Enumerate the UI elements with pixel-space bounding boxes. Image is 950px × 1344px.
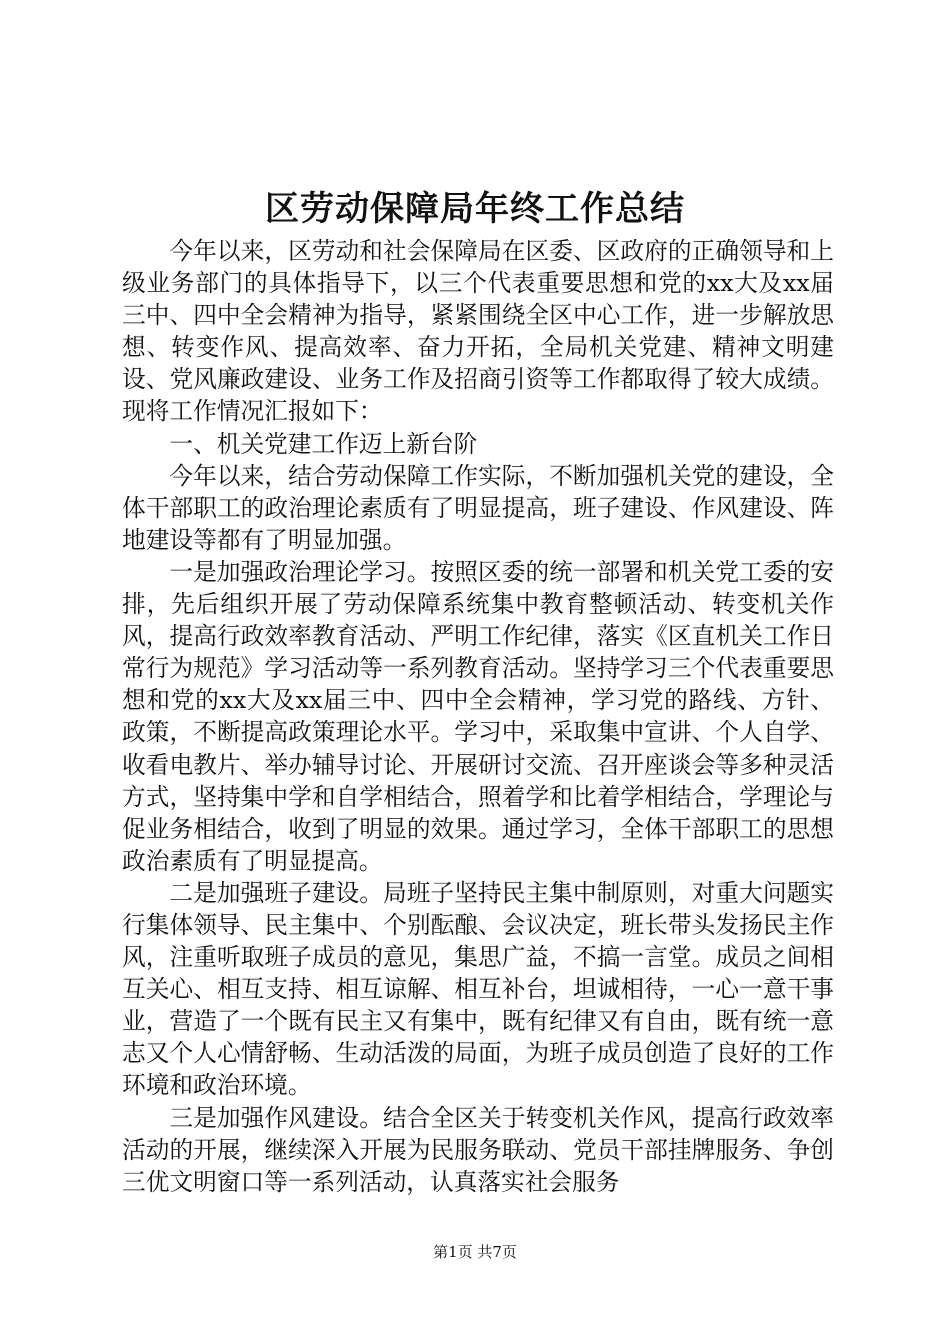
paragraph-leadership-team: 二是加强班子建设。局班子坚持民主集中制原则，对重大问题实行集体领导、民主集中、个别酝酿、会议决定，班长带头发扬民主作风，注重听取班子成员的意见，集思广益，不搞一言堂。成员之间相互关心、相互支持、相互谅解、相互补台，坦诚相待，一心一意干事业，营造了一个既有民主又有集中，既有纪律又有自由，既有统一意志又个人心情舒畅、生动活泼的局面，为班子成员创造了良好的工作环境和政治环境。 — [122, 878, 834, 1100]
document-body — [122, 235, 834, 1198]
document-title: 区劳动保障局年终工作总结 — [265, 189, 685, 229]
paragraph-party-building-summary: 今年以来，结合劳动保障工作实际，不断加强机关党的建设，全体干部职工的政治理论素质有了明显提高，班子建设、作风建设、阵地建设等都有了明显加强。 — [122, 461, 834, 554]
section-heading-party-building: 一、机关党建工作迈上新台阶 — [169, 429, 478, 458]
paragraph-work-style: 三是加强作风建设。结合全区关于转变机关作风，提高行政效率活动的开展，继续深入开展为民服务联动、党员干部挂牌服务、争创三优文明窗口等一系列活动，认真落实社会服务 — [122, 1103, 834, 1196]
paragraph-political-study: 一是加强政治理论学习。按照区委的统一部署和机关党工委的安排，先后组织开展了劳动保障系统集中教育整顿活动、转变机关作风，提高行政效率教育活动、严明工作纪律，落实《区直机关工作日常行为规范》学习活动等一系列教育活动。坚持学习三个代表重要思想和党的xx大及xx届三中、四中全会精神，学习党的路线、方针、政策，不断提高政策理论水平。学习中，采取集中宣讲、个人自学、收看电教片、举办辅导讨论、开展研讨交流、召开座谈会等多种灵活方式，坚持集中学和自学相结合，照着学和比着学相结合，学理论与促业务相结合，收到了明显的效果。通过学习，全体干部职工的思想政治素质有了明显提高。 — [122, 557, 834, 875]
page-footer: 第1页 共7页 — [433, 1243, 517, 1261]
paragraph-intro: 今年以来，区劳动和社会保障局在区委、区政府的正确领导和上级业务部门的具体指导下，以三个代表重要思想和党的xx大及xx届三中、四中全会精神为指导，紧紧围绕全区中心工作，进一步解放思想、转变作风、提高效率、奋力开拓，全局机关党建、精神文明建设、党风廉政建设、业务工作及招商引资等工作都取得了较大成绩。现将工作情况汇报如下： — [122, 237, 834, 426]
